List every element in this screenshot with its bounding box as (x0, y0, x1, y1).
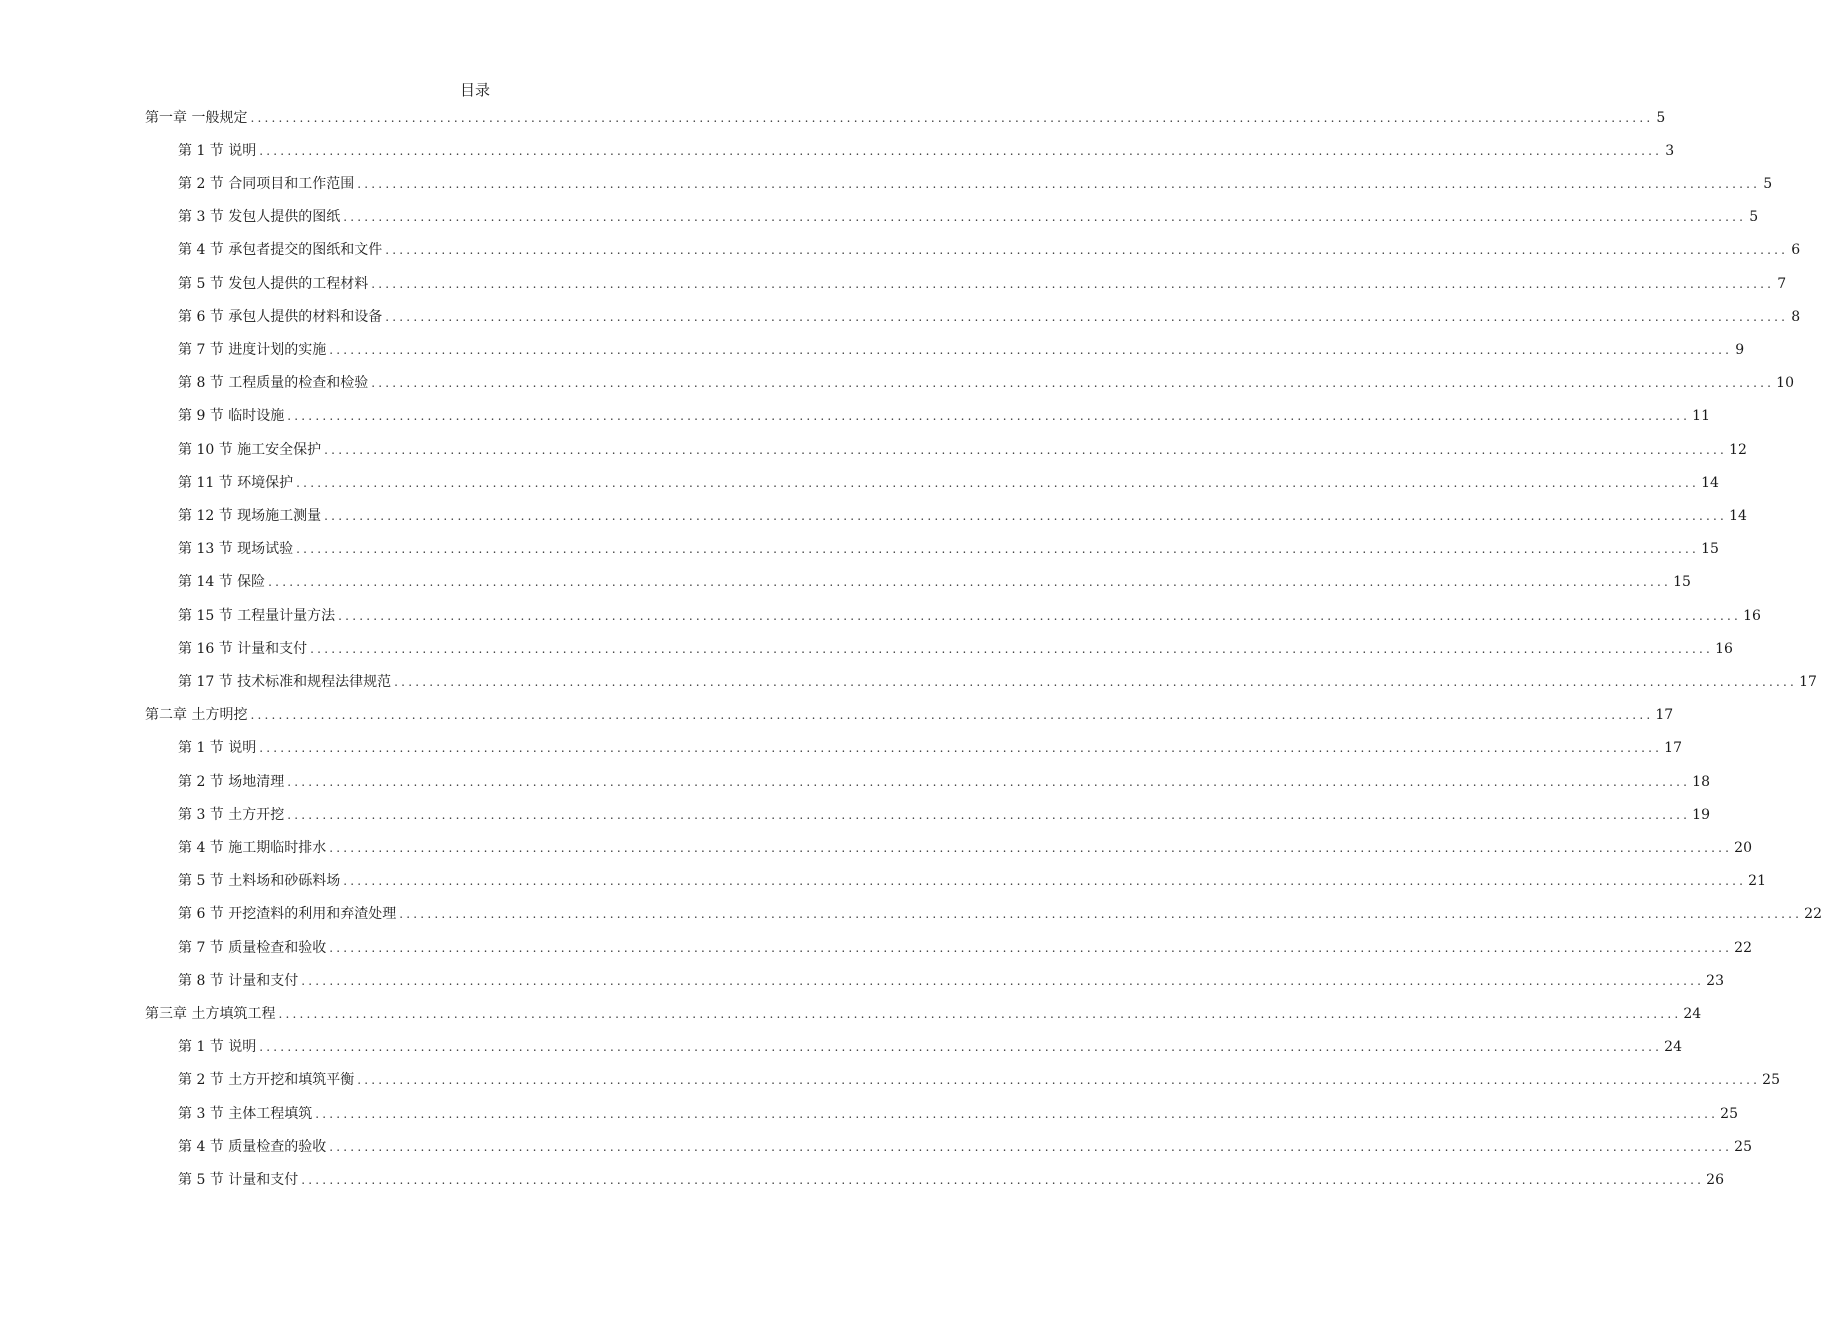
toc-entry-label: 第三章 土方填筑工程 (145, 1005, 276, 1022)
toc-page-number: 17 (1655, 707, 1674, 724)
toc-dot-leader: ........................................................................................................................................................................................................ (259, 741, 1663, 756)
toc-title: 目录 (459, 81, 490, 99)
toc-section-entry[interactable] (178, 665, 1817, 698)
toc-dot-leader: ........................................................................................................................................................................................................ (357, 1073, 1761, 1088)
toc-entry-label: 第 2 节 场地清理 (178, 773, 285, 790)
toc-page-number: 5 (1656, 109, 1666, 126)
toc-page-number: 15 (1701, 541, 1719, 558)
toc-page-number: 11 (1692, 408, 1710, 425)
toc-entry-label: 第 1 节 说明 (178, 1039, 257, 1056)
toc-entry-label: 第 1 节 说明 (178, 740, 257, 757)
toc-section-entry[interactable] (178, 300, 1801, 333)
toc-page-number: 14 (1701, 474, 1719, 491)
toc-section-entry[interactable] (178, 765, 1710, 798)
toc-section-entry[interactable] (178, 134, 1675, 167)
toc-entry-label: 第 3 节 土方开挖 (178, 806, 285, 823)
toc-entry-label: 第一章 一般规定 (145, 109, 248, 126)
toc-section-entry[interactable] (178, 499, 1747, 532)
toc-entry-label: 第 1 节 说明 (178, 142, 257, 159)
toc-dot-leader: ........................................................................................................................................................................................................ (301, 1172, 1705, 1187)
toc-page-number: 18 (1692, 773, 1710, 790)
toc-dot-leader: ........................................................................................................................................................................................................ (315, 1106, 1719, 1121)
toc-page-number: 16 (1715, 640, 1733, 657)
toc-dot-leader: ........................................................................................................................................................................................................ (329, 342, 1733, 357)
toc-dot-leader: ........................................................................................................................................................................................................ (268, 575, 1672, 590)
toc-entry-label: 第 12 节 现场施工测量 (178, 507, 322, 524)
toc-section-entry[interactable] (178, 865, 1766, 898)
toc-dot-leader: ........................................................................................................................................................................................................ (250, 110, 1654, 125)
toc-dot-leader: ........................................................................................................................................................................................................ (310, 641, 1714, 656)
toc-entry-label: 第 2 节 合同项目和工作范围 (178, 175, 355, 192)
toc-entry-label: 第 3 节 主体工程填筑 (178, 1105, 313, 1122)
toc-entry-label: 第二章 土方明挖 (145, 707, 248, 724)
toc-section-entry[interactable] (178, 566, 1691, 599)
toc-page-number: 5 (1763, 175, 1773, 192)
toc-dot-leader: ........................................................................................................................................................................................................ (385, 243, 1789, 258)
toc-section-entry[interactable] (178, 632, 1733, 665)
toc-dot-leader: ........................................................................................................................................................................................................ (371, 376, 1775, 391)
toc-section-entry[interactable] (178, 898, 1822, 931)
toc-entry-label: 第 3 节 发包人提供的图纸 (178, 209, 341, 226)
toc-page-number: 5 (1749, 209, 1759, 226)
toc-page-number: 24 (1664, 1039, 1682, 1056)
toc-page-number: 25 (1762, 1072, 1780, 1089)
toc-section-entry[interactable] (178, 201, 1759, 234)
toc-page-number: 22 (1804, 906, 1822, 923)
toc-dot-leader: ........................................................................................................................................................................................................ (329, 840, 1733, 855)
toc-entry-label: 第 7 节 质量检查和验收 (178, 939, 327, 956)
toc-entry-label: 第 2 节 土方开挖和填筑平衡 (178, 1072, 355, 1089)
toc-page-number: 17 (1799, 673, 1817, 690)
toc-dot-leader: ........................................................................................................................................................................................................ (329, 940, 1733, 955)
toc-dot-leader: ........................................................................................................................................................................................................ (278, 1006, 1682, 1021)
toc-page-number: 24 (1683, 1005, 1702, 1022)
toc-dot-leader: ........................................................................................................................................................................................................ (296, 475, 1700, 490)
toc-section-entry[interactable] (178, 931, 1752, 964)
toc-page-number: 17 (1664, 740, 1682, 757)
toc-page-number: 7 (1777, 275, 1787, 292)
toc-dot-leader: ........................................................................................................................................................................................................ (324, 442, 1728, 457)
toc-dot-leader: ........................................................................................................................................................................................................ (259, 143, 1663, 158)
toc-section-entry[interactable] (178, 333, 1745, 366)
toc-dot-leader: ........................................................................................................................................................................................................ (259, 1040, 1663, 1055)
toc-section-entry[interactable] (178, 1163, 1724, 1196)
toc-entry-label: 第 13 节 现场试验 (178, 541, 294, 558)
toc-dot-leader: ........................................................................................................................................................................................................ (385, 309, 1789, 324)
toc-section-entry[interactable] (178, 533, 1719, 566)
toc-section-entry[interactable] (178, 831, 1752, 864)
toc-entry-label: 第 6 节 开挖渣料的利用和弃渣处理 (178, 906, 397, 923)
toc-dot-leader: ........................................................................................................................................................................................................ (287, 409, 1691, 424)
toc-dot-leader: ........................................................................................................................................................................................................ (301, 973, 1705, 988)
toc-dot-leader: ........................................................................................................................................................................................................ (324, 508, 1728, 523)
toc-section-entry[interactable] (178, 466, 1719, 499)
toc-entry-label: 第 7 节 进度计划的实施 (178, 341, 327, 358)
toc-entry-label: 第 4 节 承包者提交的图纸和文件 (178, 242, 383, 259)
toc-page-number: 25 (1720, 1105, 1738, 1122)
toc-dot-leader: ........................................................................................................................................................................................................ (343, 210, 1747, 225)
toc-dot-leader: ........................................................................................................................................................................................................ (371, 276, 1775, 291)
toc-entry-label: 第 5 节 计量和支付 (178, 1171, 299, 1188)
toc-section-entry[interactable] (178, 964, 1724, 997)
toc-entry-label: 第 4 节 质量检查的验收 (178, 1138, 327, 1155)
toc-page-number: 6 (1791, 242, 1801, 259)
toc-entry-label: 第 17 节 技术标准和规程法律规范 (178, 673, 392, 690)
toc-section-entry[interactable] (178, 400, 1710, 433)
toc-entry-label: 第 8 节 计量和支付 (178, 972, 299, 989)
toc-section-entry[interactable] (178, 1097, 1738, 1130)
toc-section-entry[interactable] (178, 732, 1682, 765)
toc-entry-label: 第 6 节 承包人提供的材料和设备 (178, 308, 383, 325)
toc-page-number: 25 (1734, 1138, 1752, 1155)
toc-entry-label: 第 10 节 施工安全保护 (178, 441, 322, 458)
toc-section-entry[interactable] (178, 167, 1773, 200)
toc-chapter-entry[interactable] (145, 699, 1674, 732)
toc-section-entry[interactable] (178, 267, 1787, 300)
toc-page-number: 14 (1729, 507, 1747, 524)
toc-entry-label: 第 5 节 土料场和砂砾料场 (178, 873, 341, 890)
toc-page-number: 3 (1665, 142, 1675, 159)
toc-entry-label: 第 11 节 环境保护 (178, 474, 294, 491)
toc-section-entry[interactable] (178, 433, 1747, 466)
toc-section-entry[interactable] (178, 234, 1801, 267)
toc-entry-label: 第 5 节 发包人提供的工程材料 (178, 275, 369, 292)
toc-chapter-entry[interactable] (145, 101, 1666, 134)
toc-page-number: 10 (1776, 375, 1794, 392)
toc-page-number: 16 (1743, 607, 1761, 624)
toc-page-number: 8 (1791, 308, 1801, 325)
toc-page-number: 21 (1748, 873, 1766, 890)
toc-dot-leader: ........................................................................................................................................................................................................ (394, 674, 1798, 689)
toc-page-number: 19 (1692, 806, 1710, 823)
toc-page-number: 22 (1734, 939, 1752, 956)
toc-entry-label: 第 9 节 临时设施 (178, 408, 285, 425)
toc-entry-label: 第 15 节 工程量计量方法 (178, 607, 336, 624)
toc-page-number: 26 (1706, 1171, 1724, 1188)
toc-page-number: 9 (1735, 341, 1745, 358)
toc-page-number: 15 (1673, 574, 1691, 591)
toc-entry-label: 第 8 节 工程质量的检查和检验 (178, 375, 369, 392)
toc-page-number: 23 (1706, 972, 1724, 989)
toc-page-number: 12 (1729, 441, 1747, 458)
toc-page-number: 20 (1734, 839, 1752, 856)
toc-section-entry[interactable] (178, 1031, 1682, 1064)
toc-dot-leader: ........................................................................................................................................................................................................ (399, 907, 1803, 922)
toc-section-entry[interactable] (178, 798, 1710, 831)
toc-section-entry[interactable] (178, 1130, 1752, 1163)
toc-dot-leader: ........................................................................................................................................................................................................ (357, 176, 1761, 191)
toc-dot-leader: ........................................................................................................................................................................................................ (287, 774, 1691, 789)
toc-dot-leader: ........................................................................................................................................................................................................ (338, 608, 1742, 623)
toc-entry-label: 第 14 节 保险 (178, 574, 266, 591)
toc-section-entry[interactable] (178, 1064, 1780, 1097)
toc-entry-label: 第 4 节 施工期临时排水 (178, 839, 327, 856)
toc-dot-leader: ........................................................................................................................................................................................................ (287, 807, 1691, 822)
toc-entry-label: 第 16 节 计量和支付 (178, 640, 308, 657)
toc-dot-leader: ........................................................................................................................................................................................................ (250, 708, 1654, 723)
toc-section-entry[interactable] (178, 367, 1794, 400)
toc-section-entry[interactable] (178, 599, 1761, 632)
toc-dot-leader: ........................................................................................................................................................................................................ (329, 1139, 1733, 1154)
toc-chapter-entry[interactable] (145, 997, 1702, 1030)
toc-dot-leader: ........................................................................................................................................................................................................ (343, 874, 1747, 889)
toc-dot-leader: ........................................................................................................................................................................................................ (296, 542, 1700, 557)
